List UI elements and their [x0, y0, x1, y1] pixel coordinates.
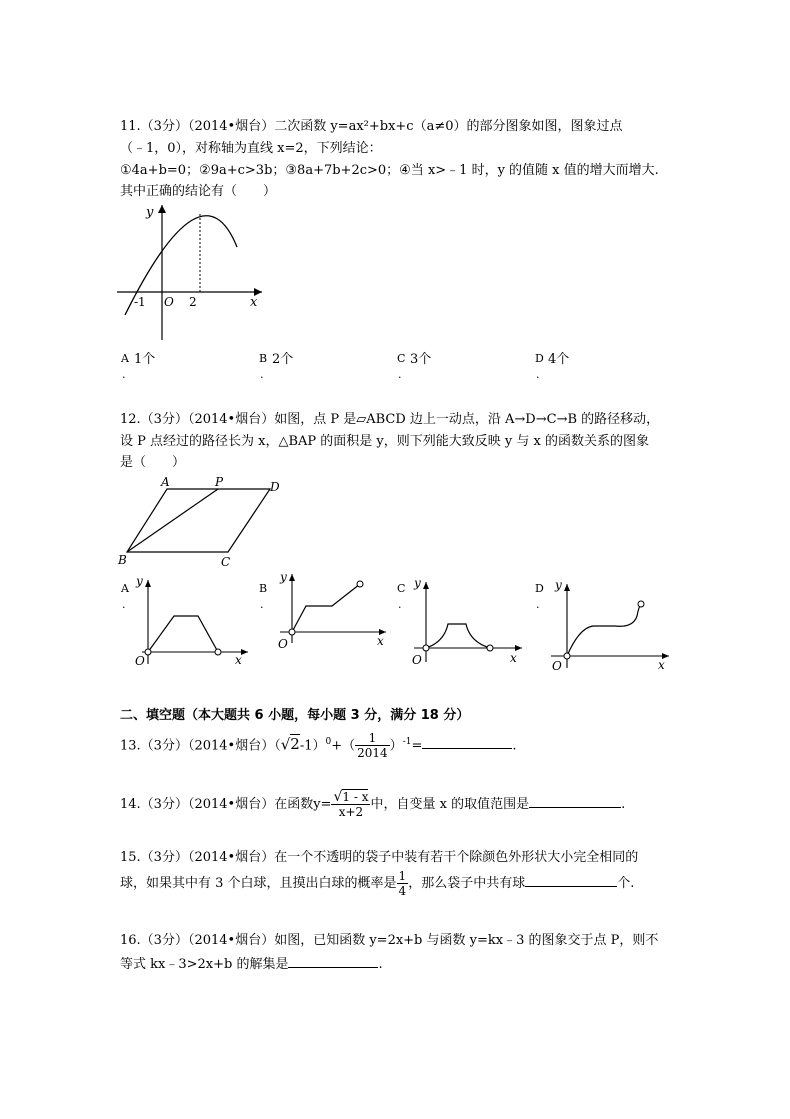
q13-prefix: 13.（3分）（2014•烟台）（	[120, 738, 281, 754]
q16-line2: 等式 kx﹣3>2x+b 的解集是	[120, 957, 289, 972]
q16-end: .	[378, 957, 383, 972]
q14-stem	[120, 790, 625, 820]
q12-c-o: O	[412, 653, 422, 667]
q15-fraction: $\frac{1}{4}$	[398, 869, 407, 898]
q11-option-a-letter: A	[121, 352, 129, 365]
q12-option-c-dot: .	[398, 598, 402, 611]
q12-option-a-dot: .	[122, 598, 126, 611]
q12-label-p: P	[215, 475, 224, 489]
q12-d-y: y	[555, 578, 562, 592]
q15-stem-line1: 15.（3分）（2014•烟台）在一个不透明的袋子中装有若干个除颜色外形状大小完全相同的	[120, 850, 639, 865]
q11-tick-2: 2	[189, 295, 197, 309]
q14-answer-blank[interactable]	[529, 794, 621, 808]
q12-option-d-dot: .	[536, 598, 540, 611]
q14-fraction: $\frac{√1 - x}{x+2}$	[333, 789, 369, 819]
q11-option-c-dot: .	[398, 368, 402, 381]
q16-stem-line2	[120, 954, 383, 974]
q14-prefix: 14.（3分）（2014•烟台）在函数	[120, 797, 314, 812]
q14-mid: 中，自变量 x 的取值范围是	[370, 797, 530, 812]
q15-end: 个.	[617, 876, 635, 891]
q11-origin-label: O	[164, 295, 174, 309]
q11-option-d-letter: D	[535, 352, 544, 365]
q13-eq: =	[411, 738, 423, 754]
q11-option-b-text: 2个	[272, 352, 294, 367]
q16-stem-line1: 16.（3分）（2014•烟台）如图，已知函数 y=2x+b 与函数 y=kx﹣3 的图象交于点 P，则不	[120, 933, 659, 948]
q11-tick-neg1: -1	[134, 295, 146, 309]
q12-parallelogram-figure	[115, 474, 285, 574]
q11-y-axis-label: y	[146, 205, 154, 220]
q12-b-y: y	[280, 570, 287, 584]
q15-stem-line2	[120, 868, 634, 900]
q12-label-c: C	[221, 555, 231, 569]
q13-exp0: 0	[325, 737, 332, 747]
q11-parabola-graph	[112, 200, 272, 345]
q14-y-eq: y=	[313, 797, 332, 812]
q13-stem	[120, 730, 517, 760]
q13-mid: -1）	[299, 738, 326, 754]
q12-c-x: x	[510, 651, 517, 665]
q12-option-b-letter: B	[259, 582, 268, 595]
q13-answer-blank[interactable]	[422, 735, 512, 749]
q12-option-a-graph	[130, 572, 255, 670]
q12-b-o: O	[278, 637, 288, 651]
q12-d-x: x	[658, 658, 665, 672]
q13-exp-neg1: -1	[402, 737, 412, 747]
q12-stem-line1: 12.（3分）（2014•烟台）如图，点 P 是▱ABCD 边上一动点，沿 A→D→C→B 的路径移动，	[120, 412, 660, 427]
section-2-heading: 二、填空题（本大题共 6 小题，每小题 3 分，满分 18 分）	[120, 708, 470, 723]
q11-stem-line2: （﹣1，0），对称轴为直线 x=2，下列结论：	[120, 141, 382, 156]
q11-option-a-text: 1个	[134, 352, 156, 367]
q13-end: .	[512, 738, 517, 754]
q15-line2a: 球，如果其中有 3 个白球，且摸出白球的概率是	[120, 876, 397, 891]
q12-option-d-letter: D	[535, 582, 544, 595]
q12-stem-line2: 设 P 点经过的路径长为 x，△BAP 的面积是 y，则下列能大致反映 y 与 x 的函数关系的图象	[120, 434, 649, 449]
q12-d-o: O	[552, 659, 562, 672]
q15-answer-blank[interactable]	[525, 873, 617, 887]
q11-option-c-letter: C	[397, 352, 406, 365]
q12-c-y: y	[414, 576, 421, 590]
q12-option-a-letter: A	[121, 582, 129, 595]
q11-option-d-dot: .	[536, 368, 540, 381]
q12-label-b: B	[118, 553, 127, 567]
q11-option-c-text: 3个	[410, 352, 432, 367]
q11-option-b-dot: .	[260, 368, 264, 381]
q12-stem-line3: 是（ ）	[120, 455, 186, 470]
q12-b-x: x	[377, 634, 384, 648]
q11-option-d-text: 4个	[548, 352, 570, 367]
q11-x-axis-label: x	[250, 295, 258, 310]
q11-option-a-dot: .	[122, 368, 126, 381]
q12-a-x: x	[235, 653, 242, 667]
q13-plus: +（	[331, 738, 356, 754]
q13-close: ）	[389, 738, 403, 754]
q11-option-b-letter: B	[259, 352, 268, 365]
q12-label-d: D	[270, 480, 280, 494]
q12-option-c-letter: C	[397, 582, 406, 595]
q12-label-a: A	[161, 475, 170, 489]
q11-stem-line3: ①4a+b=0；②9a+c>3b；③8a+7b+2c>0；④当 x>﹣1 时，y 的值随 x 值的增大而增大.	[120, 163, 659, 178]
q12-option-b-graph	[268, 568, 393, 658]
q13-fraction: $\frac{1}{2014}$	[357, 731, 388, 761]
q13-sqrt: √2	[280, 735, 300, 754]
q14-end: .	[621, 797, 626, 812]
q12-option-d-graph	[545, 576, 675, 672]
q15-line2b: ，那么袋子中共有球	[408, 876, 526, 891]
q11-stem-line1: 11.（3分）（2014•烟台）二次函数 y=ax²+bx+c（a≠0）的部分图象如图，图象过点	[120, 119, 623, 134]
q12-option-b-dot: .	[260, 598, 264, 611]
q11-stem-line4: 其中正确的结论有（ ）	[120, 184, 277, 199]
q16-answer-blank[interactable]	[288, 954, 378, 968]
q12-a-y: y	[136, 574, 143, 588]
q12-option-c-graph	[406, 572, 531, 670]
q12-a-o: O	[135, 654, 145, 668]
